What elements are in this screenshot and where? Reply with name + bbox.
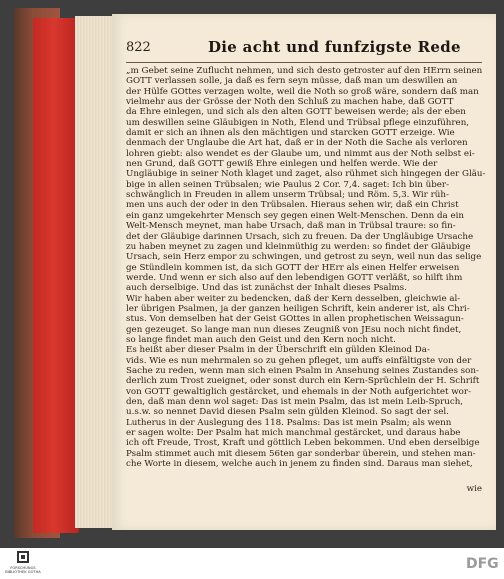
text-line: denmach der Unglaube die Art hat, daß er in der Noth die Sache als verloren xyxy=(126,138,468,149)
text-line: da Ehre einlegen, und sich als den alten GOTT beweisen werde; als der eben xyxy=(126,107,466,118)
text-line: gen gezeuget. So lange man nun dieses Zeugniß von JEsu noch nicht findet, xyxy=(126,324,462,335)
text-line: schwänglich in Freuden in allem unserm Trübsal; und Röm. 5,3. Wir rüh- xyxy=(126,190,449,201)
text-line: ich oft Freude, Trost, Kraft und göttlich Leben bekommen. Und eben derselbige xyxy=(126,438,480,449)
text-line: „m Gebet seine Zuflucht nehmen, und sich desto getroster auf den HErrn seinen xyxy=(126,66,483,76)
page-header xyxy=(126,38,482,63)
svg-text:BIBLIOTHEK GOTHA: BIBLIOTHEK GOTHA xyxy=(5,570,41,574)
viewer-footer xyxy=(0,548,504,579)
text-line: Ungläubige in seiner Noth klaget und zaget, also rühmet sich hingegen der Gläu- xyxy=(126,169,486,180)
text-line: damit er sich an ihnen als den mächtigen und starcken GOTT erzeige. Wie xyxy=(126,128,455,139)
dfg-logo: DFG xyxy=(466,556,499,572)
text-line: Sache zu reden, wenn man sich einen Psalm in Ansehung seines Zustandes son- xyxy=(126,365,479,376)
text-line: GOTT verlassen solle, ja daß es fern seyn müsse, daß man um deswillen an xyxy=(126,76,458,87)
text-line: ler übrigen Psalmen, ja der ganzen heiligen Schrift, kein anderer ist, als Chri- xyxy=(126,303,470,314)
body-text xyxy=(126,66,486,470)
text-line: che Worte in diesem, welche auch in jenem zu finden sind. Daraus man siehet, xyxy=(126,459,473,470)
text-line: lohren giebt: also wendet es der Glaube um, und nimmt aus der Noth selbst ei- xyxy=(126,148,475,159)
text-line: zu haben meynet zu zagen und kleinmüthig zu werden: so findet der Gläubige xyxy=(126,241,471,252)
text-line: derlich zum Trost zueignet, oder sonst durch ein Kern-Sprüchlein der H. Schrift xyxy=(126,376,480,387)
text-line: stus. Von demselben hat der Geist GOttes in allen prophetischen Weissagun- xyxy=(126,314,464,325)
text-line: den, daß man denn wol saget: Das ist mein Psalm, das ist mein Leib-Spruch, xyxy=(126,397,464,407)
text-line: von GOTT gewaltiglich gestärcket, und ehemals in der Noth aufgerichtet wor- xyxy=(126,386,472,397)
catchword: wie xyxy=(466,484,482,494)
library-logo-icon xyxy=(5,550,41,576)
text-line: Welt-Mensch meynet, man habe Ursach, daß man in Trübsal traure: so fin- xyxy=(126,221,456,232)
text-line: bige in allen seinen Trübsalen; wie Paulus 2 Cor. 7,4. saget: Ich bin über- xyxy=(126,179,450,190)
page-stack xyxy=(75,16,115,528)
text-line: Lutherus in der Auslegung des 118. Psalms: Das ist mein Psalm; als wenn xyxy=(126,417,452,428)
text-line: werde. Und wenn er sich also auf den lebendigen GOTT verläßt, so hilft ihm xyxy=(126,272,463,283)
text-line: er sagen wolte: Der Psalm hat mich manchmal gestärcket, und daraus habe xyxy=(126,428,461,439)
text-line: auch derselbige. Und das ist zunächst der Inhalt dieses Psalms. xyxy=(126,283,407,294)
book-page xyxy=(112,14,496,530)
text-line: ge Stündlein kommen ist, da sich GOTT der HErr als einen Helfer erweisen xyxy=(126,262,460,273)
text-line: det der Gläubige darinnen Ursach, sich zu freuen. Da der Ungläubige Ursache xyxy=(126,231,474,242)
text-line: so lange findet man auch den Geist und den Kern noch nicht. xyxy=(126,334,396,345)
red-page-edge xyxy=(33,18,79,533)
text-line: ein ganz umgekehrter Mensch sey gegen einen Welt-Menschen. Denn da ein xyxy=(126,210,464,221)
text-line: Ursach, sein Herz empor zu schwingen, und getrost zu seyn, weil nun das selige xyxy=(126,252,482,263)
text-line: Psalm stimmet auch mit diesem 56ten gar sonderbar überein, und stehen man- xyxy=(126,448,476,459)
running-title: Die acht und funfzigste Rede xyxy=(208,38,461,56)
text-line: nen Grund, daß GOTT gewiß Ehre einlegen und helfen werde. Wie der xyxy=(126,159,438,170)
page-number: 822 xyxy=(126,40,151,55)
text-line: der Hülfe GOttes verzagen wolte, weil die Noth so groß wäre, sondern daß man xyxy=(126,86,479,97)
text-line: Es heißt aber dieser Psalm in der Überschrift ein gülden Kleinod Da- xyxy=(126,345,430,356)
text-line: Wir haben aber weiter zu bedencken, daß der Kern desselben, gleichwie al- xyxy=(126,293,461,304)
text-line: u.s.w. so nennet David diesen Psalm sein gülden Kleinod. So sagt der sel. xyxy=(126,407,449,418)
text-line: vielmehr aus der Grösse der Noth den Schluß zu machen habe, daß GOTT xyxy=(126,97,454,108)
svg-text:FORSCHUNGS: FORSCHUNGS xyxy=(10,566,36,570)
text-line: um deswillen seine Gläubigen in Noth, Elend und Trübsal pflege einzuführen, xyxy=(126,117,470,128)
text-line: vids. Wie es nun mehrmalen so zu gehen pfleget, um auffs einfältigste von der xyxy=(126,355,472,366)
text-line: men uns auch der oder in den Trübsalen. Hieraus sehen wir, daß ein Christ xyxy=(126,200,459,211)
